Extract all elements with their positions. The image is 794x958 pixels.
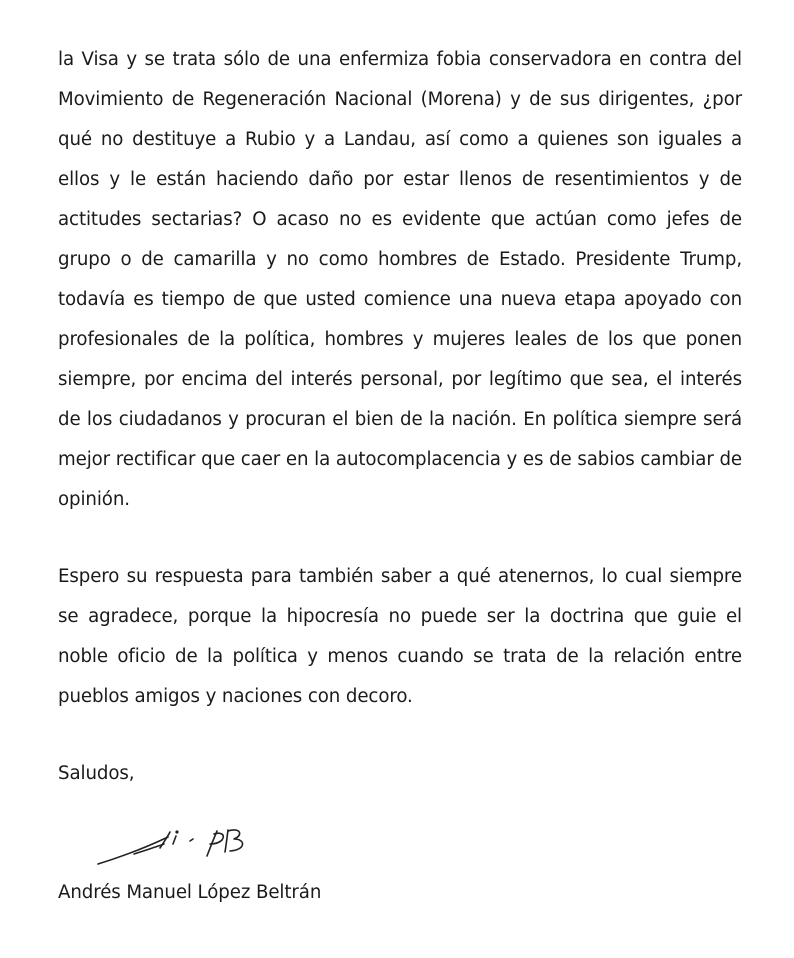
letter-paragraph-2: Espero su respuesta para también saber a qué atenernos, lo cual siempre se agradece, porque la hipocresía no puede ser la doctrina que guie el noble oficio de la política y menos cuando se trata de la relación entre pueblos amigos y naciones con decoro. bbox=[58, 566, 742, 707]
handwritten-signature bbox=[94, 822, 264, 872]
closing-salutation: Saludos, bbox=[58, 763, 135, 784]
signer-name: Andrés Manuel López Beltrán bbox=[58, 882, 322, 903]
letter-paragraph-1: la Visa y se trata sólo de una enfermiza fobia conservadora en contra del Movimiento de Regeneración Nacional (Morena) y de sus dirigentes, ¿por qué no destituye a Rubio y a Landau, así como a quienes son iguales a ellos y le están haciendo daño por estar llenos de resentimientos y de actitudes sectarias? O acaso no es evidente que actúan como jefes de grupo o de camarilla y no como hombres de Estado. Presidente Trump, todavía es tiempo de que usted comience una nueva etapa apoyado con profesionales de la política, hombres y mujeres leales de los que ponen siempre, por encima del interés personal, por legítimo que sea, el interés de los ciudadanos y procuran el bien de la nación. En política siempre será mejor rectificar que caer en la autocomplacencia y es de sabios cambiar de opinión. bbox=[58, 49, 742, 510]
